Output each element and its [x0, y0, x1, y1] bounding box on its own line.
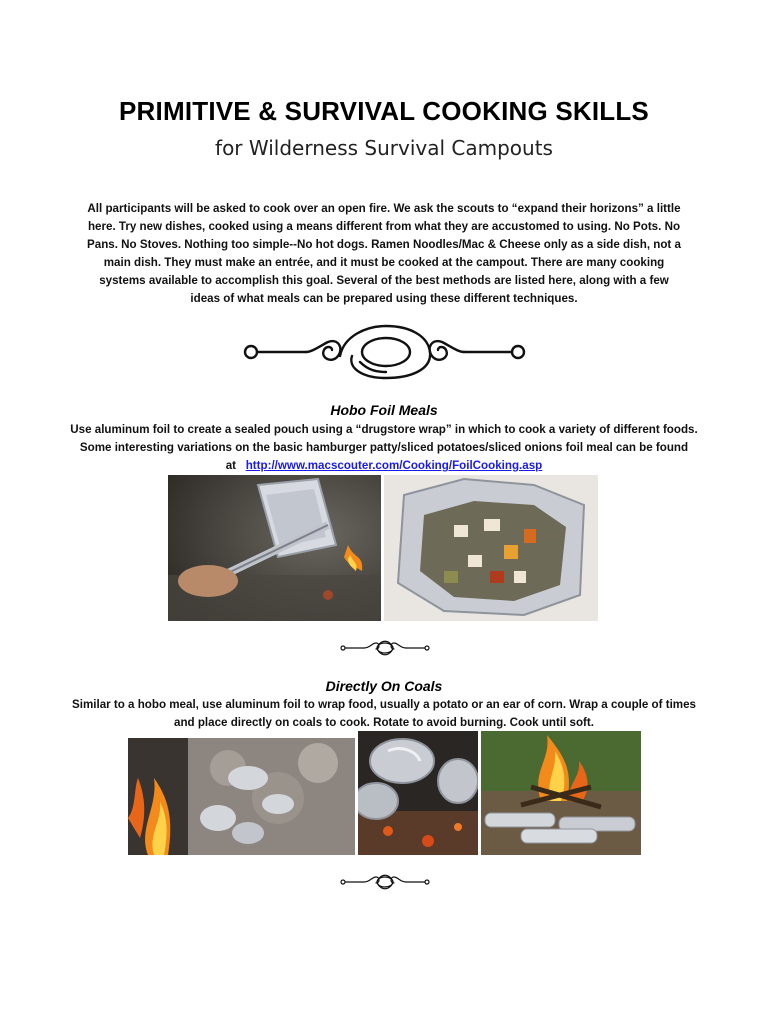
page-subtitle: for Wilderness Survival Campouts — [215, 136, 553, 160]
photo-campfire-foil-corn — [481, 731, 641, 855]
photo-foil-on-coals — [128, 738, 355, 855]
section-heading-directly-on-coals: Directly On Coals — [325, 678, 443, 694]
hobo-foil-description: Use aluminum foil to create a sealed pouch using a “drugstore wrap” in which to cook a variety of different foods. Some interesting variations on the basic hamburger patty/sliced potatoes/sliced onions foil meal can be found at — [70, 423, 698, 472]
photo-open-foil-meal — [384, 475, 598, 621]
small-scroll-flourish-icon — [340, 637, 430, 659]
section-text-directly-on-coals: Similar to a hobo meal, use aluminum foil to wrap food, usually a potato or an ear of corn. Wrap a couple of times and place directly on coals to cook. Rotate to avoid burning. Cook until soft. — [71, 698, 696, 729]
small-scroll-flourish-icon — [340, 871, 430, 893]
intro-paragraph: All participants will be asked to cook over an open fire. We ask the scouts to “expand their horizons” a little here. Try new dishes, cooked using a means different from what they are accustomed to using. No Pots. No Pans. No Stoves. Nothing too simple--No hot dogs. Ramen Noodles/Mac & Cheese only as a side dish, not a main dish. They must make an entrée, and it must be cooked at the campout. There are many cooking systems available to accomplish this goal. Several of the best methods are listed here, along with a few ideas of what meals can be prepared using these different techniques. — [87, 202, 681, 305]
photo-foil-potatoes — [358, 731, 478, 855]
large-scroll-flourish-icon — [240, 318, 530, 384]
section-heading-hobo-foil-meals: Hobo Foil Meals — [330, 402, 438, 418]
page-title: PRIMITIVE & SURVIVAL COOKING SKILLS — [119, 96, 649, 126]
photo-foil-packet-on-fire — [168, 475, 381, 621]
section-text-hobo-foil-meals — [70, 421, 698, 475]
foil-cooking-link[interactable]: http://www.macscouter.com/Cooking/FoilCooking.asp — [245, 459, 543, 472]
